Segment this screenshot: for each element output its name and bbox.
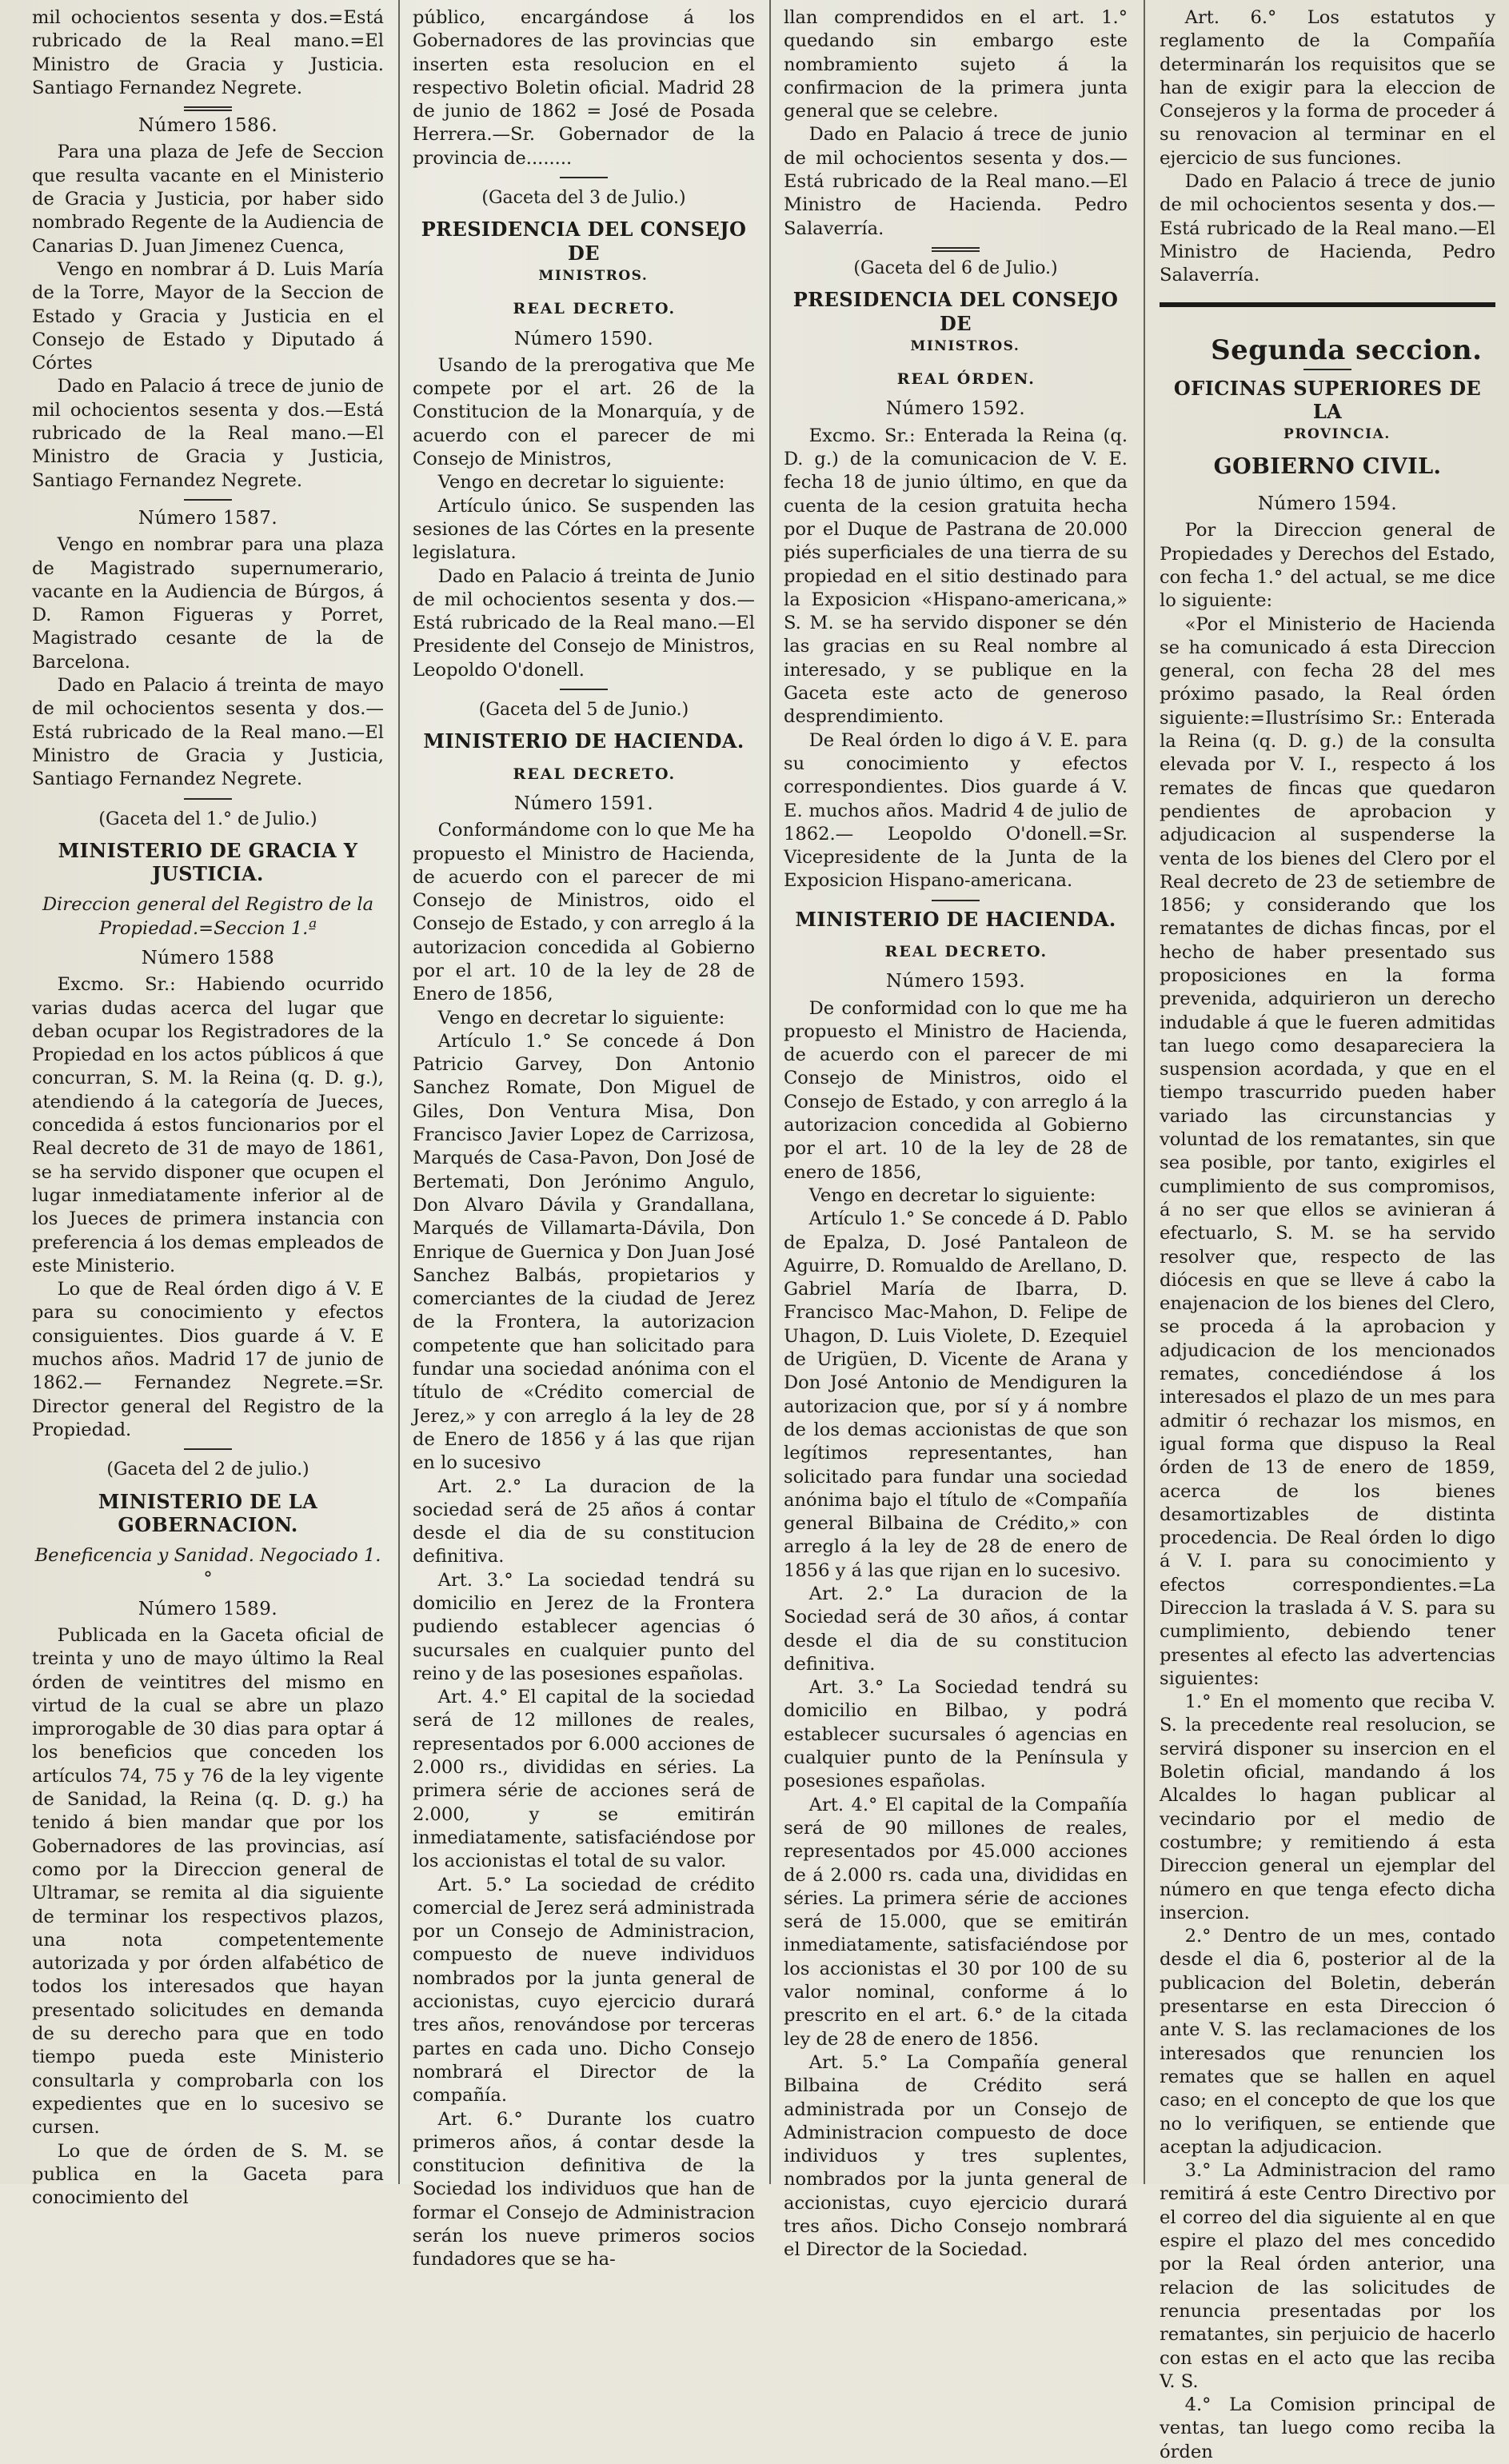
paragraph: Artículo único. Se suspenden las sesiones de las Córtes en la presente legislatura.	[413, 495, 755, 564]
paragraph: Vengo en nombrar á D. Luis María de la Torre, Mayor de la Seccion de Estado y Gracia y Justicia en el Consejo de Estado y Diputado á Córtes	[32, 258, 384, 374]
decree-number: Número 1594.	[1257, 493, 1398, 515]
gazette-date: (Gaceta del 1.° de Julio.)	[98, 809, 317, 829]
paragraph: Conformándome con lo que Me ha propuesto el Ministro de Hacienda, de acuerdo con el parecer de mi Consejo de Ministros, oido el Consejo de Estado, y con arreglo á la autorizacion concedida al Gobierno por el art. 10 de la ley de 28 de Enero de 1856,	[413, 820, 755, 1005]
ministry-heading: MINISTERIO DE HACIENDA.	[423, 729, 745, 753]
paragraph: Lo que de órden de S. M. se publica en la Gaceta para conocimiento del	[32, 2140, 384, 2209]
decree-number: Número 1591.	[513, 793, 654, 814]
paragraph: 1.° En el momento que reciba V. S. la precedente real resolucion, se servirá disponer su insercion en el Boletin oficial, mandando á los Alcaldes lo hagan publicar al vecindario por el medio de costumbre; y remitiendo á esta Direccion general un ejemplar del número en que tenga efecto dicha insercion.	[1160, 1691, 1495, 1923]
paragraph: Art. 3.° La Sociedad tendrá su domicilio en Bilbao, y podrá establecer sucursales ó agencias en cualquier punto de la Península y posesiones españolas.	[784, 1677, 1128, 1792]
decree-type: REAL DECRETO.	[513, 765, 677, 783]
paragraph: Vengo en decretar lo siguiente:	[808, 1184, 1096, 1206]
decree-number: Número 1589.	[138, 1598, 278, 1619]
paragraph: Art. 3.° La sociedad tendrá su domicilio en Jerez de la Frontera pudiendo establecer agencias ó sucursales en cualquier punto del reino y de las posesiones españolas.	[413, 1569, 755, 1684]
paragraph: Art. 4.° El capital de la sociedad será de 12 millones de reales, representados por 6.000 acciones de 2.000 rs., divididas en séries. La primera série de acciones será de 2.000, y se emitirán inmediatamente, satisfaciéndose por los accionistas el total de su valor.	[413, 1687, 755, 1872]
column-2	[413, 6, 755, 2270]
ministry-heading: MINISTERIO DE LA GOBERNACION.	[98, 1489, 318, 1536]
paragraph: De Real órden lo digo á V. E. para su conocimiento y efectos correspondientes. Dios guarde á V. E. muchos años. Madrid 4 de julio de 1862.— Leopoldo O'donell.=Sr. Vicepresidente de la Junta de la Exposicion Hispano-americana.	[784, 729, 1128, 892]
paragraph: llan comprendidos en el art. 1.° quedando sin embargo este nombramiento sujeto á la confirmacion de la primera junta general que se celebre.	[784, 7, 1128, 122]
decree-number: Número 1590.	[513, 328, 654, 349]
section-heading: Beneficencia y Sanidad. Negociado 1.°	[34, 1545, 381, 1590]
separator	[184, 798, 232, 800]
gazette-date: (Gaceta del 2 de julio.)	[106, 1460, 309, 1480]
column-4	[1160, 6, 1495, 2462]
separator	[932, 900, 980, 901]
paragraph: Art. 6.° Durante los cuatro primeros años, á contar desde la constitucion definitiva de la Sociedad los individuos que han de formar el Consejo de Administracion serán los nueve primeros socios fundadores que se ha-	[413, 2108, 755, 2270]
paragraph: Vengo en decretar lo siguiente:	[437, 472, 725, 493]
paragraph: Artículo 1.° Se concede á D. Pablo de Epalza, D. José Pantaleon de Aguirre, D. Romualdo de Arellano, D. Gabriel María de Ibarra, D. Francisco Mac-Mahon, D. Felipe de Uhagon, D. Luis Violete, D. Ezequiel de Urigüen, D. Vicente de Arana y Don José Antonio de Mendiguren la autorizacion que, por sí y á nombre de los demas accionistas de que son legítimos representantes, han solicitado para fundar una sociedad anónima bajo el título de «Compañía general Bilbaina de Crédito,» con arreglo á la ley de 28 de enero de 1856 y á las que rijan en lo sucesivo.	[784, 1208, 1128, 1581]
decree-number: Número 1593.	[885, 971, 1026, 992]
section-heading: Direccion general del Registro de la Propiedad.=Seccion 1.ª	[42, 894, 374, 939]
ministry-heading: MINISTERIO DE GRACIA Y JUSTICIA.	[58, 838, 358, 886]
gazette-date: (Gaceta del 5 de Junio.)	[478, 700, 689, 721]
government-heading: GOBIERNO CIVIL.	[1213, 453, 1442, 479]
paragraph: De conformidad con lo que me ha propuesto el Ministro de Hacienda, de acuerdo con el parecer de mi Consejo de Ministros, oido el Consejo de Estado, y con arreglo á la autorizacion concedida al Gobierno por el art. 10 de la ley de 28 de enero de 1856,	[784, 997, 1128, 1183]
ministry-heading: MINISTERIO DE HACIENDA.	[795, 907, 1116, 931]
paragraph: Vengo en nombrar para una plaza de Magistrado supernumerario, vacante en la Audiencia de Búrgos, á D. Ramon Figueras y Porret, Magistrado cesante de la de Barcelona.	[32, 534, 384, 673]
paragraph: Por la Direccion general de Propiedades y Derechos del Estado, con fecha 1.° del actual, se me dice lo siguiente:	[1160, 520, 1495, 612]
paragraph: Art. 2.° La duracion de la sociedad será de 25 años á contar desde el dia de su constitucion definitiva.	[413, 1476, 755, 1567]
column-3	[784, 6, 1128, 2261]
column-rule	[1144, 0, 1145, 2184]
gazette-date: (Gaceta del 3 de Julio.)	[481, 188, 686, 209]
paragraph: «Por el Ministerio de Hacienda se ha comunicado á esta Direccion general, con fecha 28 del mes próximo pasado, la Real órden siguiente:=Ilustrísimo Sr.: Enterada la Reina (q. D. g.) de la consulta elevada por V. I., respecto á los remates de fincas que quedaron pendientes de aprobacion y adjudicacion al suspenderse la venta de los bienes del Clero por el Real decreto de 23 de setiembre de 1856; y considerando que los rematantes de dichas fincas, por el hecho de haber presentado sus proposiciones en la forma prevenida, adquirieron un derecho indudable á que le fueren admitidas tan luego como desapareciera la suspension acordada, y que en el tiempo trascurrido pueden haber variado las circunstancias y voluntad de los rematantes, sin que sea posible, por tanto, exigirles el cumplimiento de sus compromisos, á no ser que ellos se avinieran á efectuarlo, S. M. se ha servido resolver que, respecto de las diócesis en que se lleve á cabo la enajenacion de los bienes del Clero, se proceda á la aprobacion y adjudicacion de los mencionados remates, concediéndose á los interesados el plazo de un mes para admitir ó rechazar los mismos, en igual forma que dispuso la Real órden de 13 de enero de 1859, acerca de los bienes desamortizables de distinta procedencia. De Real órden lo digo á V. I. para su conocimiento y efectos correspondientes.=La Direccion la traslada á V. S. para su cumplimiento, debiendo tener presentes al efecto las advertencias siguientes:	[1160, 613, 1495, 1689]
presidency-subheading: MINISTROS.	[910, 337, 1020, 354]
paragraph: 3.° La Administracion del ramo remitirá á este Centro Directivo por el correo del dia siguiente al en que espire el plazo del mes concedido por la Real órden anterior, una relacion de las solicitudes de renuncia presentadas por los rematantes, sin perjuicio de hacerlo con estas en el acto que las reciba V. S.	[1160, 2160, 1495, 2392]
separator	[932, 247, 980, 249]
order-type: REAL ÓRDEN.	[896, 370, 1036, 389]
paragraph: Para una plaza de Jefe de Seccion que resulta vacante en el Ministerio de Gracia y Justicia, por haber sido nombrado Regente de la Audiencia de Canarias D. Juan Jimenez Cuenca,	[32, 142, 384, 257]
separator	[184, 499, 232, 501]
paragraph: Lo que de Real órden digo á V. E para su conocimiento y efectos consiguientes. Dios guarde á V. E muchos años. Madrid 17 de junio de 1862.— Fernandez Negrete.=Sr. Director general del Registro de la Propiedad.	[32, 1279, 384, 1440]
presidency-subheading: MINISTROS.	[538, 267, 649, 284]
paragraph: Art. 2.° La duracion de la Sociedad será de 30 años, á contar desde el dia de su constitucion definitiva.	[784, 1583, 1128, 1675]
presidency-heading: PRESIDENCIA DEL CONSEJO DE	[792, 288, 1119, 335]
paragraph: Excmo. Sr.: Enterada la Reina (q. D. g.) de la comunicacion de V. E. fecha 18 de junio último, en que da cuenta de la cesion gratuita hecha por el Duque de Pastrana de 20.000 piés superficiales de una tierra de su propiedad en el sitio destinado para la Exposicion «Hispano-americana,» S. M. se ha servido disponer se dén las gracias en su Real nombre al interesado, y se publique en la Gaceta este acto de generoso desprendimiento.	[784, 425, 1128, 728]
paragraph: Dado en Palacio á trece de junio de mil ochocientos sesenta y dos.—Está rubricado de la Real mano.—El Ministro de Gracia y Justicia, Santiago Fernandez Negrete.	[32, 376, 384, 491]
office-subheading: PROVINCIA.	[1283, 426, 1391, 443]
paragraph: Art. 4.° El capital de la Compañía será de 90 millones de reales, representados por 45.000 acciones de á 2.000 rs. cada una, divididas en séries. La primera série de acciones será de 15.000, que se emitirán inmediatamente, satisfaciéndose por los accionistas el 30 por 100 de su valor nominal, conforme á lo prescrito en el art. 6.° de la citada ley de 28 de enero de 1856.	[784, 1794, 1128, 2050]
presidency-heading: PRESIDENCIA DEL CONSEJO DE	[421, 218, 747, 265]
separator	[560, 689, 608, 690]
paragraph: Excmo. Sr.: Habiendo ocurrido varias dudas acerca del lugar que deban ocupar los Registradores de la Propiedad en los actos públicos á que concurran, S. M. la Reina (q. D. g.), atendiendo á la categoría de Jueces, concedida á estos funcionarios por el Real decreto de 31 de mayo de 1861, se ha servido disponer que ocupen el lugar inmediatamente inferior al de los Jueces de primera instancia con preferencia á los demas empleados de este Ministerio.	[32, 974, 384, 1276]
decree-number: Número 1586.	[138, 115, 278, 137]
paragraph: Vengo en decretar lo siguiente:	[437, 1007, 725, 1028]
decree-number: Número 1588	[141, 947, 275, 968]
paragraph: Publicada en la Gaceta oficial de treinta y uno de mayo último la Real órden de veintitres del mismo en virtud de la cual se abre un plazo improrogable de 30 dias para optar á los beneficios que conceden los artículos 74, 75 y 76 de la ley vigente de Sanidad, la Reina (q. D. g.) ha tenido á bien mandar que por los Gobernadores de las provincias, así como por la Direccion general de Ultramar, se remita al dia siguiente de terminar los respectivos plazos, una nota competentemente autorizada y por órden alfabético de todos los interesados que hayan presentado solicitudes en demanda de su derecho para que en todo tiempo pueda este Ministerio consultarla y comprobarla con los expedientes que en lo sucesivo se cursen.	[32, 1625, 384, 2139]
paragraph: Dado en Palacio á treinta de mayo de mil ochocientos sesenta y dos.—Está rubricado de la Real mano.—El Ministro de Gracia y Justicia, Santiago Fernandez Negrete.	[32, 675, 384, 790]
separator	[1303, 369, 1351, 370]
decree-type: REAL DECRETO.	[884, 942, 1048, 960]
separator	[184, 106, 232, 108]
gazette-date: (Gaceta del 6 de Julio.)	[853, 258, 1058, 278]
column-rule	[398, 0, 400, 2184]
paragraph: Art. 5.° La Compañía general Bilbaina de Crédito será administrada por un Consejo de Administracion compuesto de doce individuos y tres suplentes, nombrados por la junta general de accionistas, cuyo ejercicio durará tres años. Dicho Consejo nombrará el Director de la Sociedad.	[784, 2051, 1128, 2261]
paragraph: Dado en Palacio á trece de junio de mil ochocientos sesenta y dos.—Está rubricado de la Real mano.—El Ministro de Hacienda, Pedro Salaverría.	[1160, 171, 1495, 286]
paragraph: Art. 5.° La sociedad de crédito comercial de Jerez será administrada por un Consejo de Administracion, compuesto de nueve individuos nombrados por la junta general de accionistas, cuyo ejercicio durará tres años, renovándose por terceras partes en cada uno. Dicho Consejo nombrará el Director de la compañía.	[413, 1874, 755, 2107]
paragraph: 4.° La Comision principal de ventas, tan luego como reciba la órden	[1160, 2394, 1495, 2462]
paragraph: Dado en Palacio á trece de junio de mil ochocientos sesenta y dos.—Está rubricado de la Real mano.—El Ministro de Hacienda. Pedro Salaverría.	[784, 124, 1128, 239]
decree-type: REAL DECRETO.	[513, 300, 677, 318]
column-1	[32, 6, 384, 2209]
paragraph: público, encargándose á los Gobernadores de las provincias que inserten esta resolucion en el respectivo Boletin oficial. Madrid 28 de junio de 1862 = José de Posada Herrera.—Sr. Gobernador de la provincia de........	[413, 7, 755, 169]
paragraph: Art. 6.° Los estatutos y reglamento de la Compañía determinarán los requisitos que se han de exigir para la eleccion de Consejeros y la forma de proceder á su renovacion al terminar en el ejercicio de sus funciones.	[1160, 7, 1495, 169]
paragraph: 2.° Dentro de un mes, contado desde el dia 6, posterior al de la publicacion del Boletin, deberán presentarse en esta Direccion ó ante V. S. las reclamaciones de los interesados que renuncien los remates que se hallen en aquel caso; en el concepto de que los que no lo verifiquen, se entiende que aceptan la adjudicacion.	[1160, 1926, 1495, 2158]
paragraph: Artículo 1.° Se concede á Don Patricio Garvey, Don Antonio Sanchez Romate, Don Miguel de Giles, Don Ventura Misa, Don Francisco Javier Lopez de Carrizosa, Marqués de Casa-Pavon, Don José de Bertemati, Don Jerónimo Angulo, Don Alvaro Dávila y Grandallana, Marqués de Villamarta-Dávila, Don Enrique de Guernica y Don Juan José Sanchez Balbás, propietarios y comerciantes de la ciudad de Jerez de la Frontera, la autorizacion competente que han solicitado para fundar una sociedad anónima con el título de «Crédito comercial de Jerez,» y con arreglo á la ley de 28 de Enero de 1856 y á las que rijan en lo sucesivo	[413, 1030, 755, 1474]
paragraph: Usando de la prerogativa que Me compete por el art. 26 de la Constitucion de la Monarquía, y de acuerdo con el parecer de mi Consejo de Ministros,	[413, 354, 755, 470]
paragraph: Dado en Palacio á treinta de Junio de mil ochocientos sesenta y dos.—Está rubricado de la Real mano.—El Presidente del Consejo de Ministros, Leopoldo O'donell.	[413, 565, 755, 681]
paragraph: mil ochocientos sesenta y dos.=Está rubricado de la Real mano.=El Ministro de Gracia y Justicia. Santiago Fernandez Negrete.	[32, 7, 384, 98]
separator	[184, 1448, 232, 1450]
office-heading: OFICINAS SUPERIORES DE LA	[1173, 376, 1482, 424]
section-title: Segunda seccion.	[1211, 333, 1483, 366]
section-rule	[1160, 302, 1495, 307]
separator	[560, 177, 608, 178]
decree-number: Número 1592.	[885, 398, 1026, 420]
decree-number: Número 1587.	[138, 507, 278, 529]
column-rule	[769, 0, 771, 2184]
